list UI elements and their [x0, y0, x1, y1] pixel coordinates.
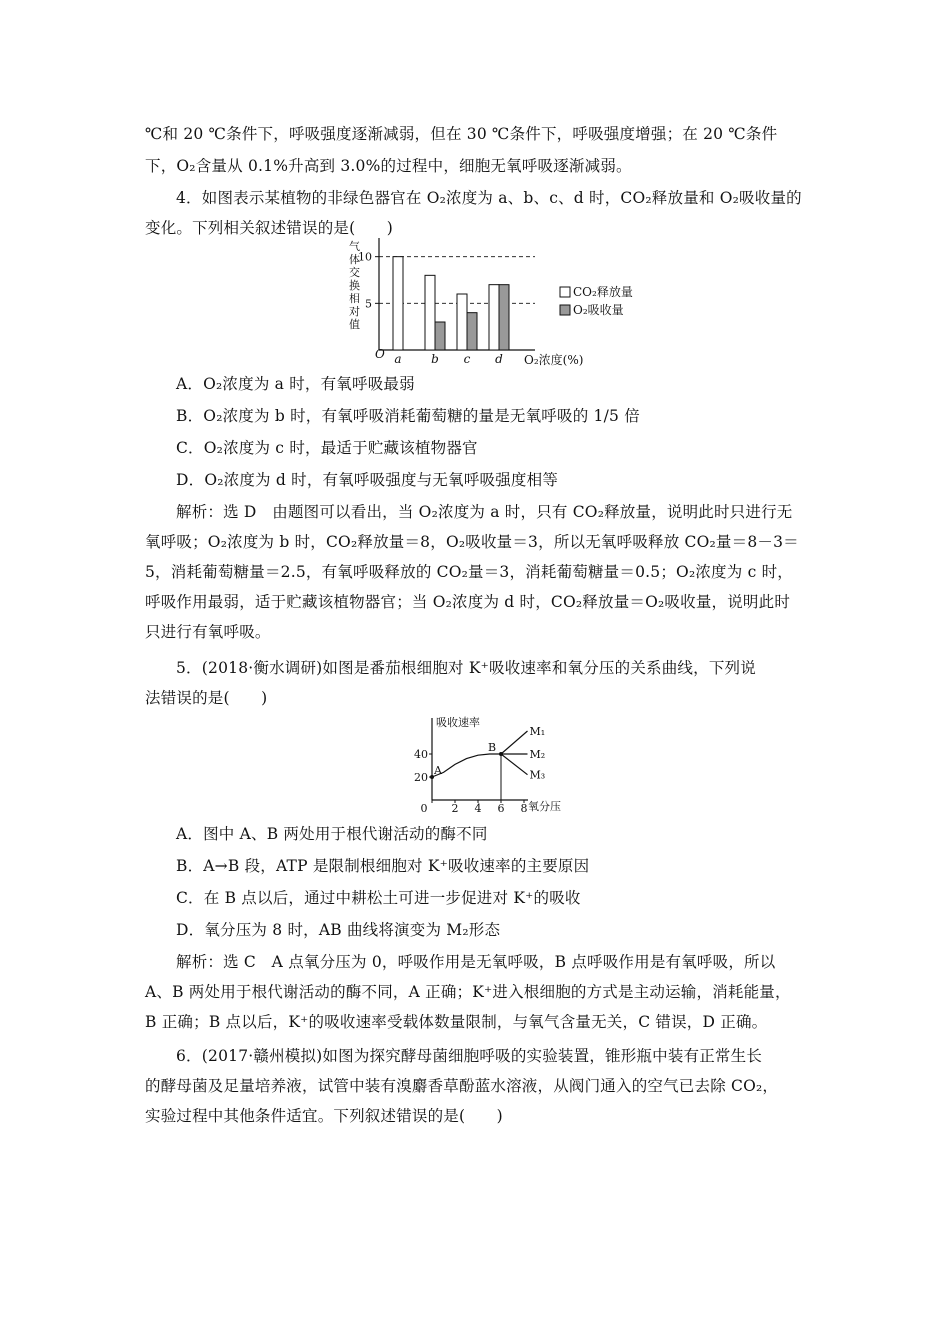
legend-swatch-o2: [560, 305, 570, 315]
analysis-line: 5，消耗葡萄糖量＝2.5，有氧呼吸释放的 CO₂量＝3，消耗葡萄糖量＝0.5；O₂浓度为 c 时，: [145, 563, 793, 581]
option-c: C．O₂浓度为 c 时，最适于贮藏该植物器官: [176, 439, 478, 457]
bar-o2-b: [435, 322, 445, 350]
y-axis-label-char: 体: [349, 253, 360, 266]
legend-swatch-co2: [560, 287, 570, 297]
bar-co2-c: [457, 294, 467, 350]
question-6-stem: 实验过程中其他条件适宜。下列叙述错误的是( ): [145, 1107, 503, 1125]
curve-m3: [501, 754, 528, 775]
bar-co2-d: [489, 285, 499, 350]
point-a-label: A: [434, 764, 442, 777]
bar-o2-c: [467, 313, 477, 350]
x-category-label: c: [463, 352, 471, 366]
x-tick-label: 4: [474, 802, 482, 815]
x-tick-label: 0: [420, 802, 428, 815]
y-axis-label-char: 相: [349, 292, 360, 305]
analysis-line: B 正确；B 点以后，K⁺的吸收速率受载体数量限制，与氧气含量无关，C 错误，D 正确。: [145, 1013, 768, 1031]
bar-co2-b: [425, 275, 435, 350]
option-b: B．A→B 段，ATP 是限制根细胞对 K⁺吸收速率的主要原因: [176, 857, 590, 875]
curve-m1: [501, 731, 528, 754]
y-axis-label: 吸收速率: [436, 716, 480, 729]
series-label-m2: M₂: [529, 748, 546, 761]
analysis-line: 只进行有氧呼吸。: [145, 623, 271, 641]
x-tick-label: 2: [451, 802, 459, 815]
curve-ab: [432, 754, 501, 777]
series-label-m1: M₁: [529, 725, 546, 738]
option-c: C．在 B 点以后，通过中耕松土可进一步促进对 K⁺的吸收: [176, 889, 581, 907]
question-6-stem: 6．(2017·赣州模拟)如图为探究酵母菌细胞呼吸的实验装置，锥形瓶中装有正常生长: [176, 1047, 763, 1065]
y-axis-label-char: 交: [349, 266, 360, 279]
line-chart: [414, 712, 588, 816]
y-tick-label: 20: [414, 771, 428, 784]
x-tick-label: 8: [520, 802, 528, 815]
option-a: A．O₂浓度为 a 时，有氧呼吸最弱: [176, 375, 415, 393]
y-axis-label-char: 对: [349, 305, 360, 318]
x-tick-label: 6: [497, 802, 505, 815]
analysis-line: 呼吸作用最弱，适于贮藏该植物器官；当 O₂浓度为 d 时，CO₂释放量＝O₂吸收量，说明此时: [145, 593, 791, 611]
legend-label-co2: CO₂释放量: [573, 285, 633, 299]
analysis-line: 解析：选 D 由题图可以看出，当 O₂浓度为 a 时，只有 CO₂释放量，说明此时只进行无: [176, 503, 793, 521]
option-d: D．O₂浓度为 d 时，有氧呼吸强度与无氧呼吸强度相等: [176, 471, 559, 489]
y-axis-label-char: 气: [349, 240, 360, 253]
series-label-m3: M₃: [529, 768, 546, 782]
origin-label: O: [375, 347, 385, 361]
x-axis-label: 氧分压: [528, 800, 561, 813]
y-tick-label: 10: [358, 250, 372, 264]
paragraph-line: ℃和 20 ℃条件下，呼吸强度逐渐减弱，但在 30 ℃条件下，呼吸强度增强；在 20 ℃条件: [145, 125, 778, 143]
bar-co2-a: [393, 257, 403, 350]
question-5-stem: 法错误的是( ): [145, 689, 268, 707]
analysis-line: 氧呼吸；O₂浓度为 b 时，CO₂释放量＝8，O₂吸收量＝3，所以无氧呼吸释放 CO₂量＝8－3＝: [145, 533, 799, 551]
analysis-line: 解析：选 C A 点氧分压为 0，呼吸作用是无氧呼吸，B 点呼吸作用是有氧呼吸，所以: [176, 953, 776, 971]
point-b-label: B: [488, 741, 497, 754]
option-a: A．图中 A、B 两处用于根代谢活动的酶不同: [176, 825, 488, 843]
x-category-label: d: [495, 352, 503, 366]
x-category-label: b: [431, 352, 439, 366]
point-b: [499, 752, 503, 756]
y-tick-label: 5: [365, 297, 372, 311]
question-6-stem: 的酵母菌及足量培养液，试管中装有溴麝香草酚蓝水溶液，从阀门通入的空气已去除 CO₂，: [145, 1077, 779, 1095]
x-category-label: a: [394, 352, 402, 366]
y-tick-label: 40: [414, 748, 428, 761]
option-d: D．氧分压为 8 时，AB 曲线将演变为 M₂形态: [176, 921, 501, 939]
question-5-stem: 5．(2018·衡水调研)如图是番茄根细胞对 K⁺吸收速率和氧分压的关系曲线，下列说: [176, 659, 756, 677]
analysis-line: A、B 两处用于根代谢活动的酶不同，A 正确；K⁺进入根细胞的方式是主动运输，消耗能量，: [145, 983, 791, 1001]
legend-label-o2: O₂吸收量: [573, 303, 624, 317]
option-b: B．O₂浓度为 b 时，有氧呼吸消耗葡萄糖的量是无氧呼吸的 1/5 倍: [176, 407, 640, 425]
y-axis-label-char: 值: [349, 318, 360, 331]
y-axis-label-char: 换: [349, 279, 360, 292]
bar-chart: [335, 228, 645, 370]
question-4-stem: 变化。下列相关叙述错误的是( ): [145, 219, 393, 237]
bar-o2-d: [499, 285, 509, 350]
x-axis-label: O₂浓度(%): [524, 353, 584, 367]
question-4-stem: 4．如图表示某植物的非绿色器官在 O₂浓度为 a、b、c、d 时，CO₂释放量和 O₂吸收量的: [176, 189, 802, 207]
paragraph-line: 下，O₂含量从 0.1%升高到 3.0%的过程中，细胞无氧呼吸逐渐减弱。: [145, 157, 632, 175]
